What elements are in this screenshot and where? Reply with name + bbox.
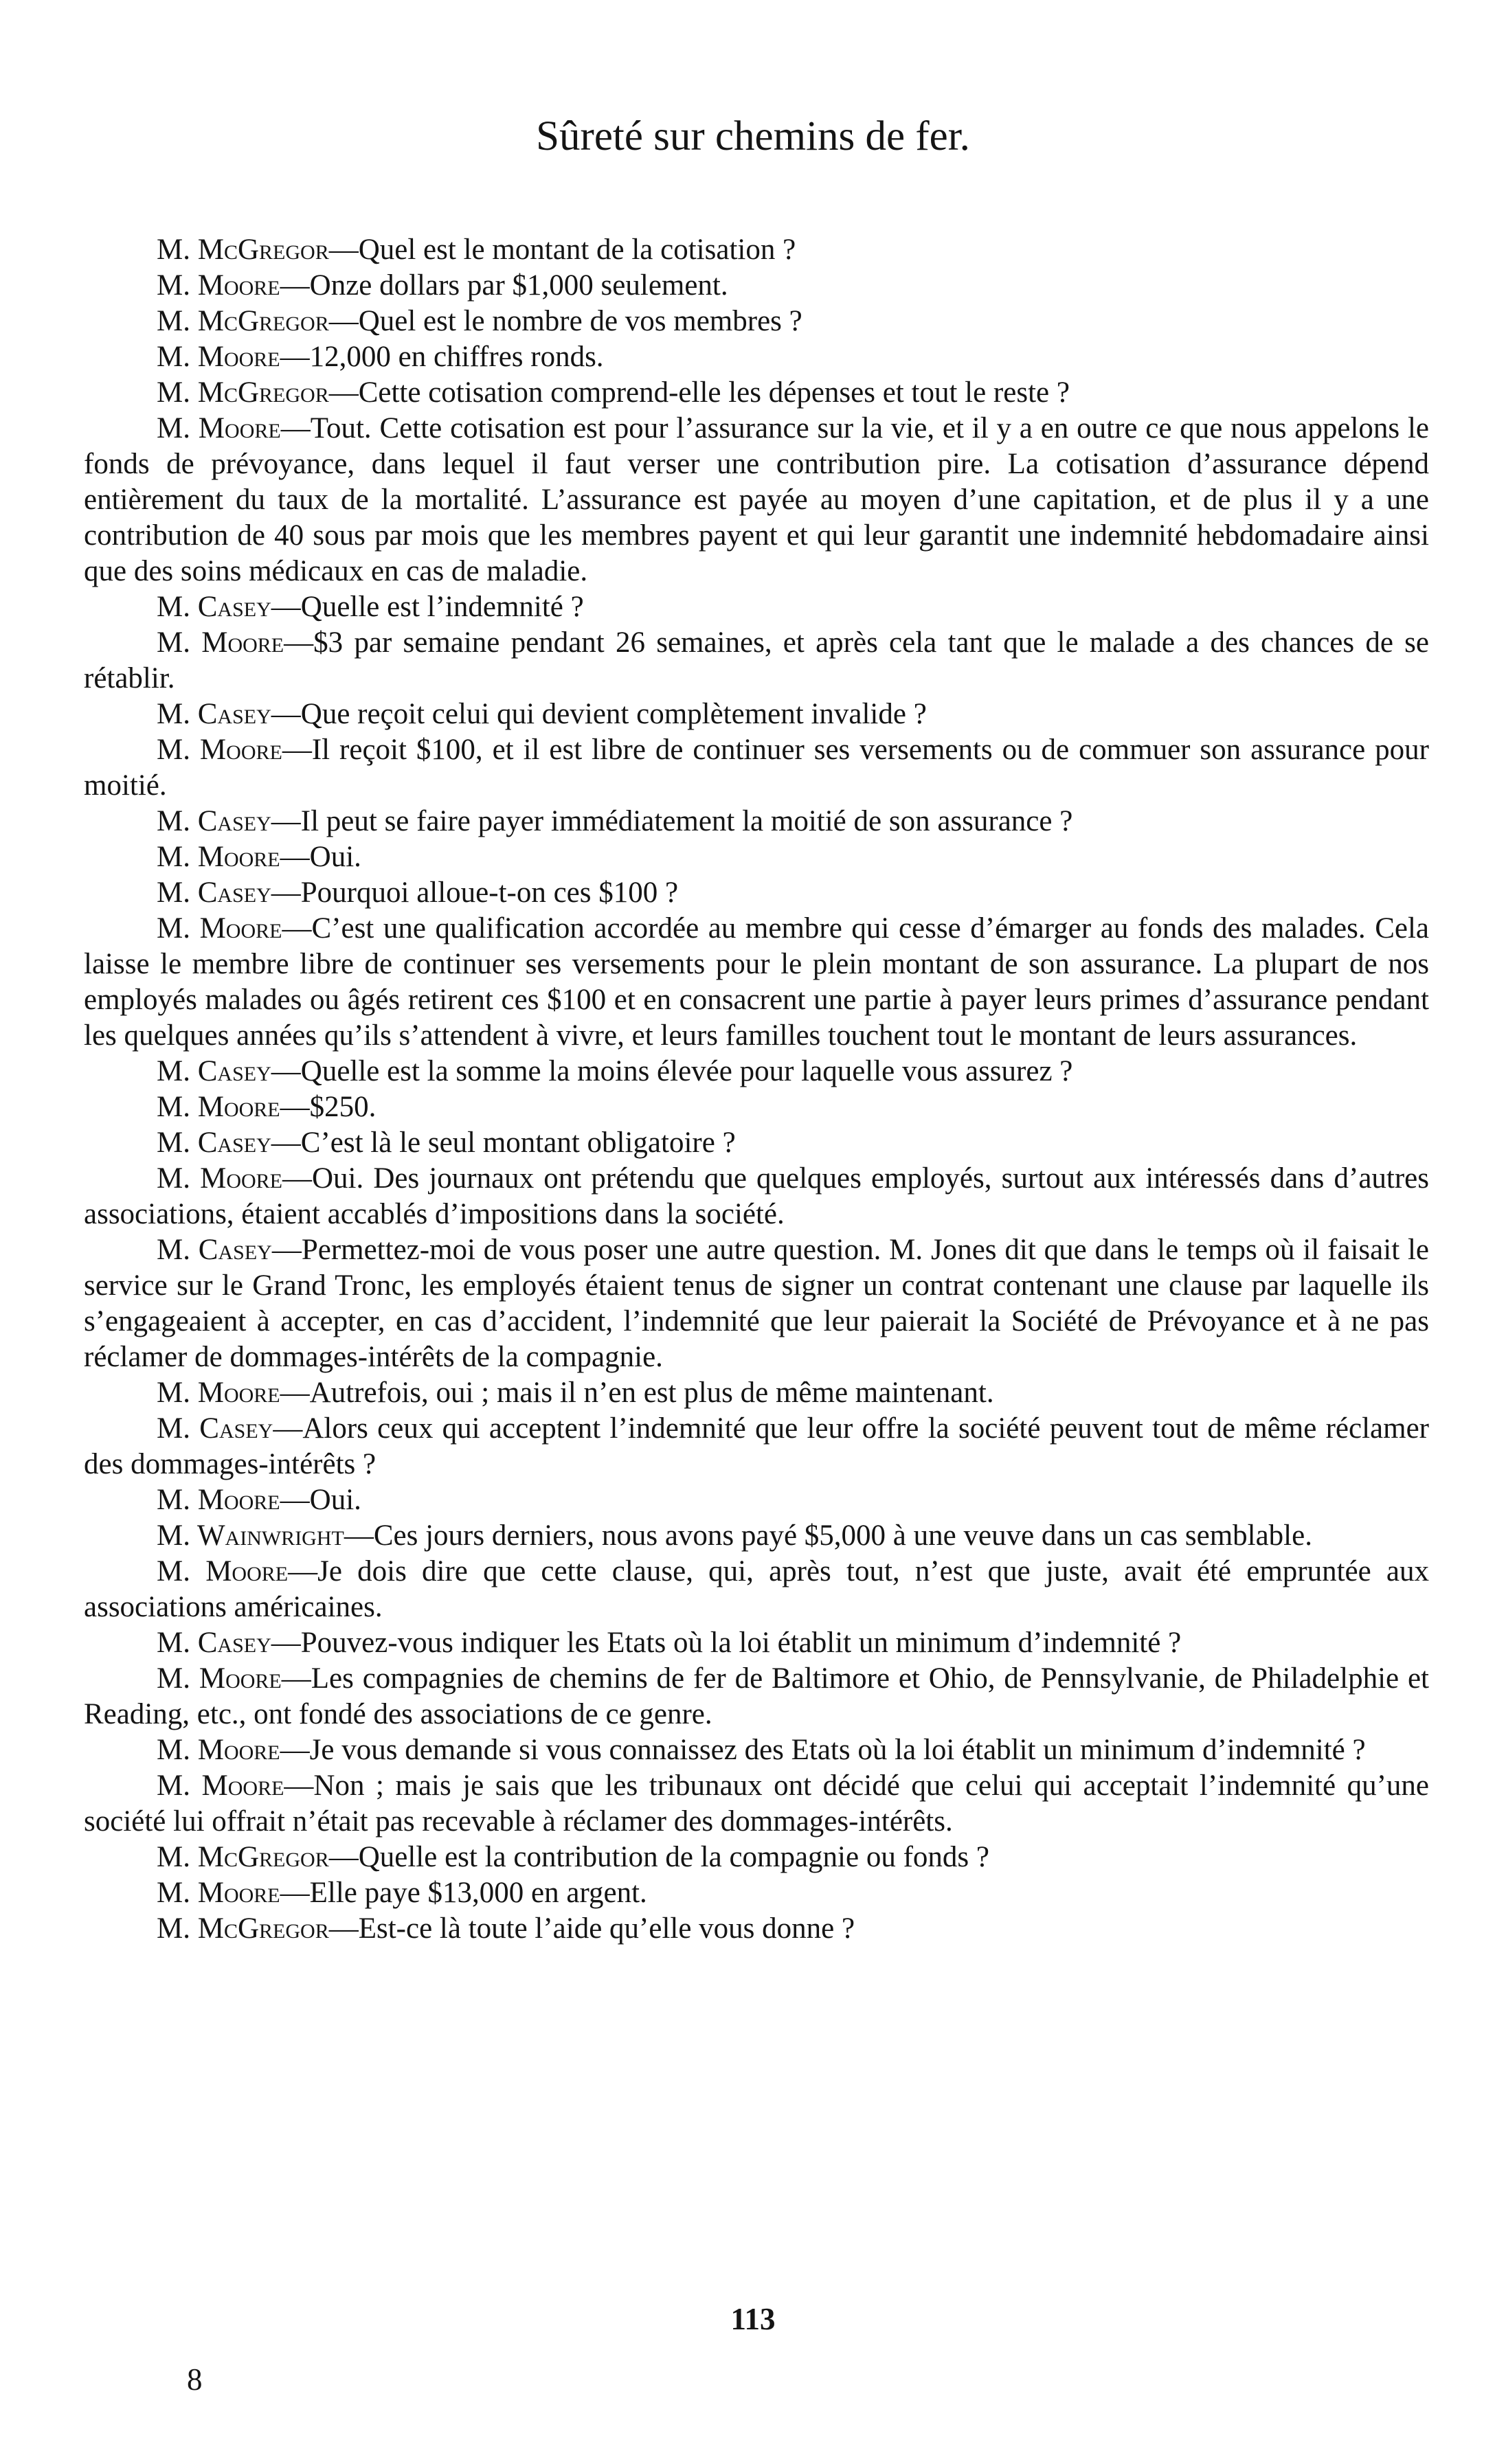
speaker-name: M. McGregor bbox=[157, 234, 329, 266]
dialogue-paragraph bbox=[84, 1875, 1429, 1911]
dialogue-paragraph bbox=[84, 411, 1429, 589]
dialogue-paragraph bbox=[84, 1911, 1429, 1947]
speech-text: —$250. bbox=[280, 1091, 376, 1123]
speaker-name: M. Moore bbox=[157, 1770, 284, 1802]
speaker-name: M. Moore bbox=[157, 841, 280, 873]
speech-text: —Onze dollars par $1,000 seulement. bbox=[280, 269, 728, 302]
speech-text: —Quel est le nombre de vos membres ? bbox=[328, 305, 802, 337]
speaker-name: M. Casey bbox=[157, 877, 271, 909]
speaker-name: M. Moore bbox=[157, 1162, 282, 1195]
speaker-name: M. McGregor bbox=[157, 1912, 329, 1945]
speaker-name: M. Moore bbox=[157, 734, 282, 766]
speech-text: —C’est une qualification accordée au membre qui cesse d’émarger au fonds des malades. Cela laisse le membre libre de continuer ses versements pour le plein montant de son assurance. La plupart de nos employés malades ou âgés retirent ces $100 et en consacrent une partie à payer leurs primes d’assurance pendant les quelques années qu’ils s’attendent à vivre, et leurs familles touchent tout le montant de leurs assurances. bbox=[84, 912, 1429, 1052]
speaker-name: M. Casey bbox=[157, 1412, 273, 1445]
speaker-name: M. Casey bbox=[157, 1234, 272, 1266]
dialogue-paragraph bbox=[84, 1768, 1429, 1840]
page-title: Sûreté sur chemins de fer. bbox=[536, 113, 970, 159]
speech-text: —Tout. Cette cotisation est pour l’assurance sur la vie, et il y a en outre ce que nous appelons le fonds de prévoyance, dans lequel il faut verser une contribution pire. La cotisation d’assurance dépend entièrement du taux de la mortalité. L’assurance est payée au moyen d’une capitation, et de plus il y a une contribution de 40 sous par mois que les membres payent et qui leur garantit une indemnité hebdomadaire ainsi que des soins médicaux en cas de maladie. bbox=[84, 412, 1429, 587]
speech-text: —Quelle est la somme la moins élevée pour laquelle vous assurez ? bbox=[271, 1055, 1073, 1087]
speaker-name: M. McGregor bbox=[157, 305, 329, 337]
dialogue-paragraph bbox=[84, 268, 1429, 304]
dialogue-paragraph bbox=[84, 875, 1429, 911]
speaker-name: M. Wainwright bbox=[157, 1519, 344, 1552]
speaker-name: M. Moore bbox=[157, 626, 284, 659]
speech-text: —Elle paye $13,000 en argent. bbox=[280, 1877, 647, 1909]
speech-text: —12,000 en chiffres ronds. bbox=[280, 341, 604, 373]
speaker-name: M. Moore bbox=[157, 1091, 280, 1123]
speaker-name: M. Moore bbox=[157, 412, 281, 444]
dialogue-body bbox=[84, 232, 1429, 1947]
speech-text: —Quel est le montant de la cotisation ? bbox=[328, 234, 796, 266]
dialogue-paragraph bbox=[84, 1411, 1429, 1482]
speaker-name: M. Moore bbox=[157, 912, 282, 945]
speaker-name: M. Moore bbox=[157, 1877, 280, 1909]
speech-text: —Cette cotisation comprend-elle les dépenses et tout le reste ? bbox=[328, 376, 1070, 409]
speaker-name: M. Casey bbox=[157, 1627, 271, 1659]
dialogue-paragraph bbox=[84, 839, 1429, 875]
speech-text: —Est-ce là toute l’aide qu’elle vous donne ? bbox=[328, 1912, 855, 1945]
dialogue-paragraph bbox=[84, 1482, 1429, 1518]
dialogue-paragraph bbox=[84, 804, 1429, 839]
speech-text: —Quelle est l’indemnité ? bbox=[271, 591, 584, 623]
speech-text: —Ces jours derniers, nous avons payé $5,000 à une veuve dans un cas semblable. bbox=[344, 1519, 1312, 1552]
dialogue-paragraph bbox=[84, 1518, 1429, 1554]
speech-text: —Oui. bbox=[280, 841, 361, 873]
speech-text: —Les compagnies de chemins de fer de Baltimore et Ohio, de Pennsylvanie, de Philadelphie et Reading, etc., ont fondé des associations de ce genre. bbox=[84, 1662, 1429, 1730]
speech-text: —Pouvez-vous indiquer les Etats où la loi établit un minimum d’indemnité ? bbox=[271, 1627, 1182, 1659]
dialogue-paragraph bbox=[84, 1732, 1429, 1768]
dialogue-paragraph bbox=[84, 1232, 1429, 1375]
dialogue-paragraph bbox=[84, 339, 1429, 375]
speaker-name: M. Moore bbox=[157, 341, 280, 373]
speech-text: —Alors ceux qui acceptent l’indemnité que leur offre la société peuvent tout de même réclamer des dommages-intérêts ? bbox=[84, 1412, 1429, 1480]
dialogue-paragraph bbox=[84, 375, 1429, 411]
speaker-name: M. Casey bbox=[157, 1055, 271, 1087]
speech-text: —Je vous demande si vous connaissez des Etats où la loi établit un minimum d’indemnité ? bbox=[280, 1734, 1366, 1766]
speaker-name: M. Moore bbox=[157, 1734, 280, 1766]
speech-text: —Pourquoi alloue-t-on ces $100 ? bbox=[271, 877, 679, 909]
speaker-name: M. Casey bbox=[157, 591, 271, 623]
speaker-name: M. McGregor bbox=[157, 1841, 329, 1873]
speech-text: —Oui. bbox=[280, 1484, 361, 1516]
dialogue-paragraph bbox=[84, 304, 1429, 339]
page-number: 113 bbox=[730, 2302, 776, 2336]
speech-text: —Autrefois, oui ; mais il n’en est plus de même maintenant. bbox=[280, 1377, 994, 1409]
speech-text: —Non ; mais je sais que les tribunaux ont décidé que celui qui acceptait l’indemnité qu’une société lui offrait n’était pas recevable à réclamer des dommages-intérêts. bbox=[84, 1770, 1429, 1838]
dialogue-paragraph bbox=[84, 911, 1429, 1054]
speech-text: —Que reçoit celui qui devient complètement invalide ? bbox=[271, 698, 927, 730]
dialogue-paragraph bbox=[84, 625, 1429, 697]
speech-text: —$3 par semaine pendant 26 semaines, et après cela tant que le malade a des chances de se rétablir. bbox=[84, 626, 1429, 694]
speaker-name: M. Casey bbox=[157, 805, 271, 837]
dialogue-paragraph bbox=[84, 1089, 1429, 1125]
dialogue-paragraph bbox=[84, 1554, 1429, 1625]
dialogue-paragraph bbox=[84, 1161, 1429, 1232]
speech-text: —Permettez-moi de vous poser une autre question. M. Jones dit que dans le temps où il faisait le service sur le Grand Tronc, les employés étaient tenus de signer un contrat contenant une clause par laquelle ils s’engageaient à accepter, en cas d’accident, l’indemnité que leur paierait la Société de Prévoyance et à ne pas réclamer de dommages-intérêts de la compagnie. bbox=[84, 1234, 1429, 1373]
signature-mark: 8 bbox=[187, 2362, 203, 2397]
dialogue-paragraph bbox=[84, 1840, 1429, 1875]
speaker-name: M. Casey bbox=[157, 698, 271, 730]
speaker-name: M. Moore bbox=[157, 1662, 282, 1695]
dialogue-paragraph bbox=[84, 1625, 1429, 1661]
dialogue-paragraph bbox=[84, 1054, 1429, 1089]
dialogue-paragraph bbox=[84, 1375, 1429, 1411]
dialogue-paragraph bbox=[84, 732, 1429, 804]
speech-text: —C’est là le seul montant obligatoire ? bbox=[271, 1127, 736, 1159]
dialogue-paragraph bbox=[84, 1125, 1429, 1161]
speech-text: —Il peut se faire payer immédiatement la moitié de son assurance ? bbox=[271, 805, 1073, 837]
speech-text: —Je dois dire que cette clause, qui, après tout, n’est que juste, avait été empruntée aux associations américaines. bbox=[84, 1555, 1429, 1623]
speech-text: —Il reçoit $100, et il est libre de continuer ses versements ou de commuer son assurance pour moitié. bbox=[84, 734, 1429, 802]
speaker-name: M. Moore bbox=[157, 1555, 289, 1587]
dialogue-paragraph bbox=[84, 1661, 1429, 1732]
speaker-name: M. Casey bbox=[157, 1127, 271, 1159]
speaker-name: M. Moore bbox=[157, 1377, 280, 1409]
dialogue-paragraph bbox=[84, 697, 1429, 732]
speaker-name: M. Moore bbox=[157, 269, 280, 302]
speech-text: —Oui. Des journaux ont prétendu que quelques employés, surtout aux intéressés dans d’autres associations, étaient accablés d’impositions dans la société. bbox=[84, 1162, 1429, 1230]
dialogue-paragraph bbox=[84, 589, 1429, 625]
speech-text: —Quelle est la contribution de la compagnie ou fonds ? bbox=[328, 1841, 989, 1873]
speaker-name: M. Moore bbox=[157, 1484, 280, 1516]
speaker-name: M. McGregor bbox=[157, 376, 329, 409]
dialogue-paragraph bbox=[84, 232, 1429, 268]
